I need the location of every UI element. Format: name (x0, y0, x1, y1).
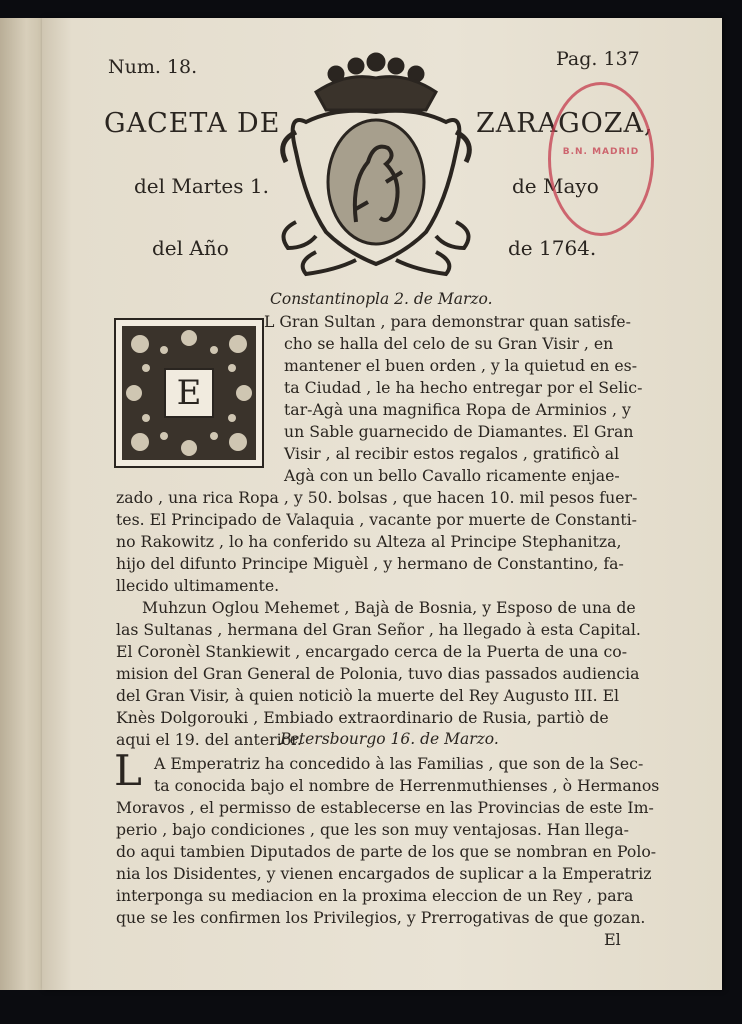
title-right: ZARAGOZA, (476, 108, 654, 139)
text-line: El Coronèl Stankiewit , encargado cerca de la Puerta de una co- (116, 642, 627, 661)
initial-letter: E (164, 368, 214, 418)
library-stamp-icon (548, 82, 654, 236)
text-line: zado , una rica Ropa , y 50. bolsas , que hacen 10. mil pesos fuer- (116, 488, 638, 507)
stamp-text: B.N. MADRID (562, 147, 640, 157)
text-line: llecido ultimamente. (116, 576, 280, 595)
text-line: cho se halla del celo de su Gran Visir , en (284, 334, 614, 353)
text-line: las Sultanas , hermana del Gran Señor , ha llegado à esta Capital. (116, 620, 641, 639)
dateline-constantinopla: Constantinopla 2. de Marzo. (270, 290, 493, 308)
text-line: mision del Gran General de Polonia, tuvo dias passados audiencia (116, 664, 640, 683)
initial-letter-l: L (114, 746, 142, 795)
text-line: aqui el 19. del anterior. (116, 730, 302, 749)
text-line: tes. El Principado de Valaquia , vacante por muerte de Constanti- (116, 510, 637, 529)
date-year-label: del Año (152, 236, 229, 260)
text-line: Muhzun Oglou Mehemet , Bajà de Bosnia, y Esposo de una de (142, 598, 636, 617)
text-line: Knès Dolgorouki , Embiado extraordinario de Rusia, partiò de (116, 708, 609, 727)
text-line: mantener el buen orden , y la quietud en es- (284, 356, 638, 375)
text-line: del Gran Visir, à quien noticiò la muerte del Rey Augusto III. El (116, 686, 620, 705)
text-line: interponga su mediacion en la proxima eleccion de un Rey , para (116, 886, 634, 905)
gazette-page (42, 18, 722, 990)
text-line: que se les confirmen los Privilegios, y Prerrogativas de que gozan. (116, 908, 646, 927)
date-month: de Mayo (512, 174, 599, 198)
date-year: de 1764. (508, 236, 597, 260)
text-line: hijo del difunto Principe Miguèl , y hermano de Constantino, fa- (116, 554, 624, 573)
title-left: GACETA DE (104, 108, 281, 139)
text-line: tar-Agà una magnifica Ropa de Arminios , y (284, 400, 631, 419)
text-line: nia los Disidentes, y vienen encargados de suplicar a la Emperatriz (116, 864, 652, 883)
text-line: L Gran Sultan , para demonstrar quan satisfe- (264, 312, 631, 331)
dateline-petersbourgo: Petersbourgo 16. de Marzo. (280, 730, 499, 748)
date-weekday: del Martes 1. (134, 174, 269, 198)
royal-coat-of-arms-icon (276, 52, 476, 282)
decorated-initial (114, 318, 264, 468)
text-line: Moravos , el permisso de establecerse en las Provincias de este Im- (116, 798, 654, 817)
text-line: ta Ciudad , le ha hecho entregar por el Selic- (284, 378, 643, 397)
text-line: un Sable guarnecido de Diamantes. El Gran (284, 422, 634, 441)
text-line: A Emperatriz ha concedido à las Familias , que son de la Sec- (154, 754, 644, 773)
text-line: Agà con un bello Cavallo ricamente enjae- (284, 466, 620, 485)
text-line: Visir , al recibir estos regalos , gratificò al (284, 444, 620, 463)
text-line: perio , bajo condiciones , que les son muy ventajosas. Han llega- (116, 820, 629, 839)
text-line: do aqui tambien Diputados de parte de los que se nombran en Polo- (116, 842, 657, 861)
issue-number: Num. 18. (108, 56, 198, 78)
text-line: no Rakowitz , lo ha conferido su Alteza al Principe Stephanitza, (116, 532, 622, 551)
catchword: El (604, 930, 621, 949)
page-number: Pag. 137 (556, 48, 640, 70)
text-line: ta conocida bajo el nombre de Herrenmuthienses , ò Hermanos (154, 776, 660, 795)
